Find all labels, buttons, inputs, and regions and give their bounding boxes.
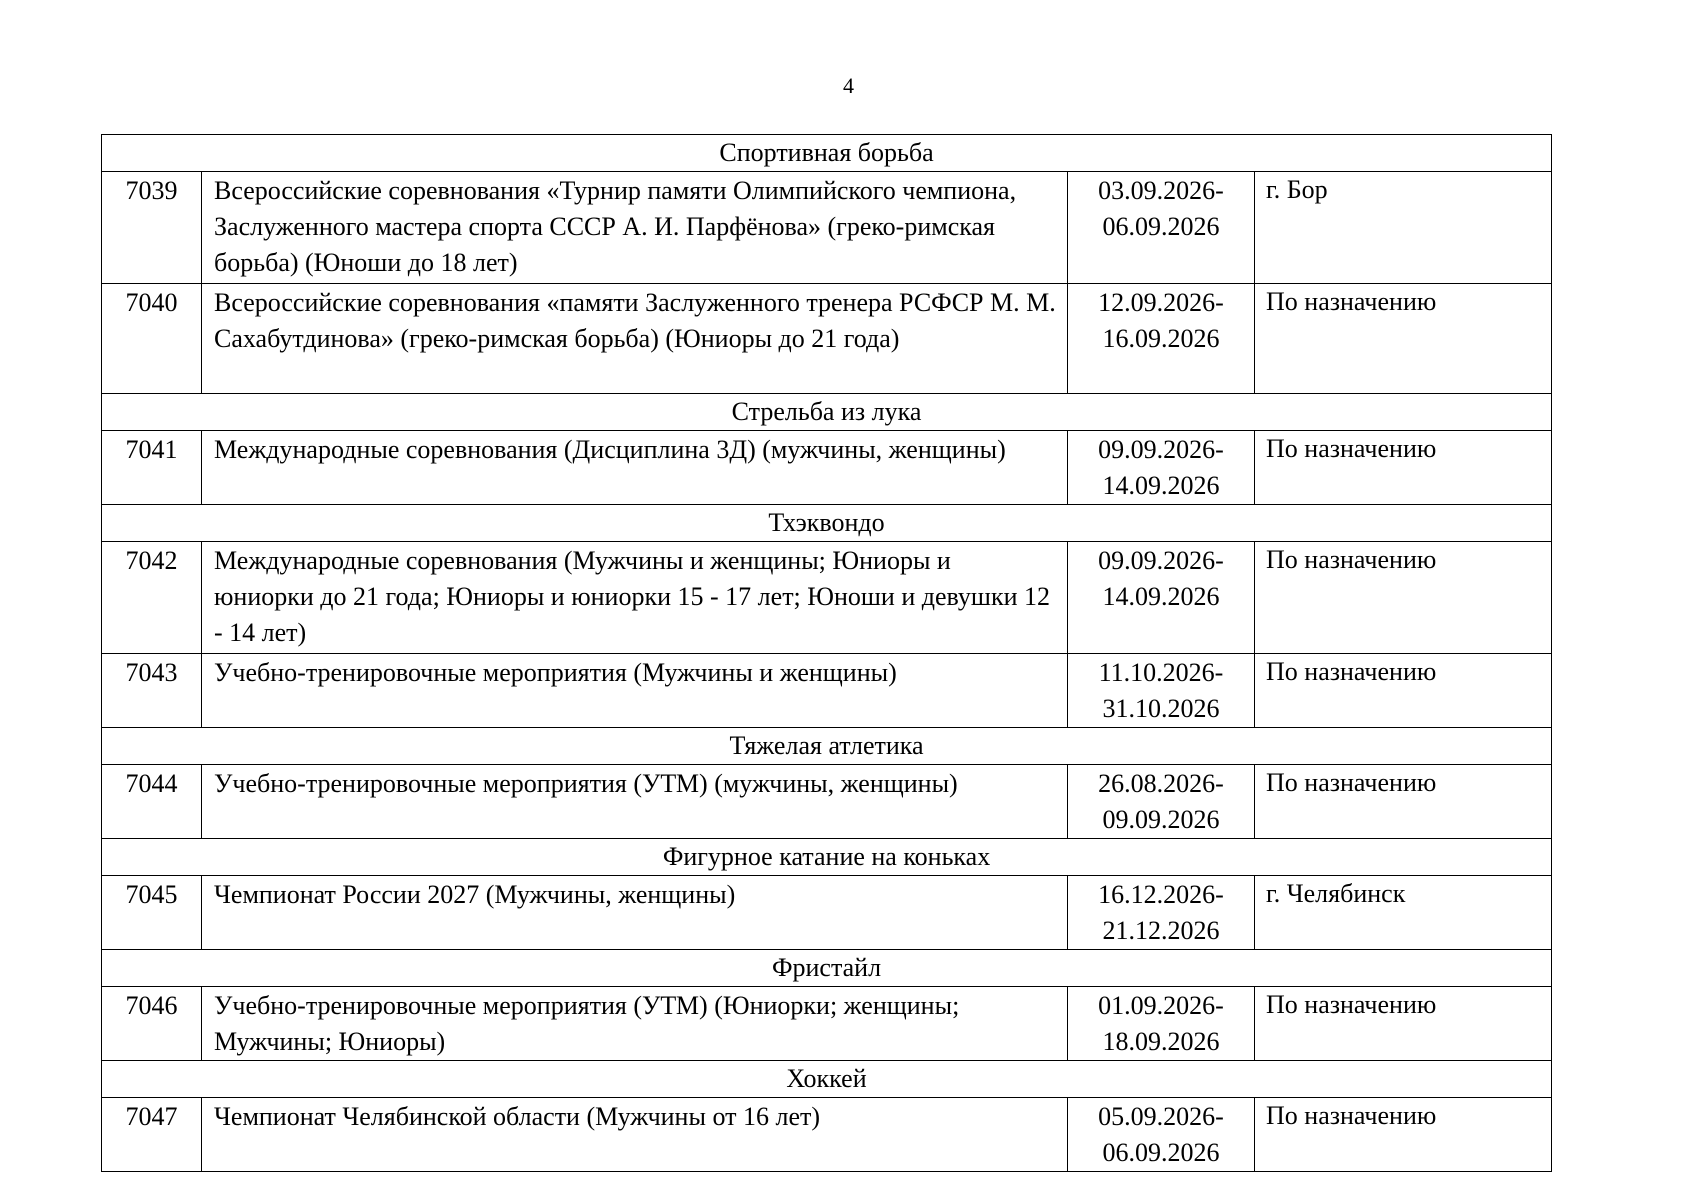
event-number: 7044 <box>102 765 202 839</box>
event-number: 7040 <box>102 284 202 394</box>
event-place: По назначению <box>1255 542 1552 654</box>
table-row <box>102 284 1552 394</box>
event-dates: 11.10.2026-31.10.2026 <box>1068 654 1255 728</box>
page-number: 4 <box>843 73 854 98</box>
event-name: Всероссийские соревнования «Турнир памяти Олимпийского чемпиона, Заслуженного мастера спорта СССР А. И. Парфёнова» (греко-римская борьба) (Юноши до 18 лет) <box>202 172 1068 284</box>
event-number: 7046 <box>102 987 202 1061</box>
table-row <box>102 765 1552 839</box>
event-place: По назначению <box>1255 284 1552 394</box>
table-row <box>102 172 1552 284</box>
event-number: 7041 <box>102 431 202 505</box>
event-dates: 05.09.2026-06.09.2026 <box>1068 1098 1255 1172</box>
event-dates: 26.08.2026-09.09.2026 <box>1068 765 1255 839</box>
section-title: Тхэквондо <box>102 505 1552 542</box>
table-row <box>102 542 1552 654</box>
event-name: Всероссийские соревнования «памяти Заслуженного тренера РСФСР М. М. Сахабутдинова» (греко-римская борьба) (Юниоры до 21 года) <box>202 284 1068 394</box>
section-title: Спортивная борьба <box>102 135 1552 172</box>
section-header-row <box>102 839 1552 876</box>
event-place: г. Бор <box>1255 172 1552 284</box>
event-place: По назначению <box>1255 1098 1552 1172</box>
event-dates: 03.09.2026-06.09.2026 <box>1068 172 1255 284</box>
event-number: 7047 <box>102 1098 202 1172</box>
event-name: Международные соревнования (Дисциплина 3Д) (мужчины, женщины) <box>202 431 1068 505</box>
event-place: По назначению <box>1255 431 1552 505</box>
section-header-row <box>102 728 1552 765</box>
event-place: По назначению <box>1255 987 1552 1061</box>
event-name: Чемпионат России 2027 (Мужчины, женщины) <box>202 876 1068 950</box>
event-name: Международные соревнования (Мужчины и женщины; Юниоры и юниорки до 21 года; Юниоры и юниорки 15 - 17 лет; Юноши и девушки 12 - 14 лет) <box>202 542 1068 654</box>
events-table <box>101 134 1552 1172</box>
table-row <box>102 1098 1552 1172</box>
event-dates: 09.09.2026-14.09.2026 <box>1068 542 1255 654</box>
section-title: Тяжелая атлетика <box>102 728 1552 765</box>
event-place: По назначению <box>1255 654 1552 728</box>
event-dates: 01.09.2026-18.09.2026 <box>1068 987 1255 1061</box>
event-dates: 12.09.2026-16.09.2026 <box>1068 284 1255 394</box>
table-row <box>102 987 1552 1061</box>
section-header-row <box>102 135 1552 172</box>
event-number: 7042 <box>102 542 202 654</box>
section-header-row <box>102 505 1552 542</box>
section-title: Фигурное катание на коньках <box>102 839 1552 876</box>
section-title: Стрельба из лука <box>102 394 1552 431</box>
table-row <box>102 654 1552 728</box>
event-place: По назначению <box>1255 765 1552 839</box>
table-row <box>102 876 1552 950</box>
section-title: Хоккей <box>102 1061 1552 1098</box>
event-dates: 09.09.2026-14.09.2026 <box>1068 431 1255 505</box>
event-name: Учебно-тренировочные мероприятия (Мужчины и женщины) <box>202 654 1068 728</box>
section-header-row <box>102 950 1552 987</box>
event-name: Чемпионат Челябинской области (Мужчины от 16 лет) <box>202 1098 1068 1172</box>
event-name: Учебно-тренировочные мероприятия (УТМ) (мужчины, женщины) <box>202 765 1068 839</box>
table-row <box>102 431 1552 505</box>
event-number: 7039 <box>102 172 202 284</box>
section-header-row <box>102 1061 1552 1098</box>
event-name: Учебно-тренировочные мероприятия (УТМ) (Юниорки; женщины; Мужчины; Юниоры) <box>202 987 1068 1061</box>
event-place: г. Челябинск <box>1255 876 1552 950</box>
event-number: 7043 <box>102 654 202 728</box>
event-dates: 16.12.2026-21.12.2026 <box>1068 876 1255 950</box>
section-title: Фристайл <box>102 950 1552 987</box>
section-header-row <box>102 394 1552 431</box>
event-number: 7045 <box>102 876 202 950</box>
